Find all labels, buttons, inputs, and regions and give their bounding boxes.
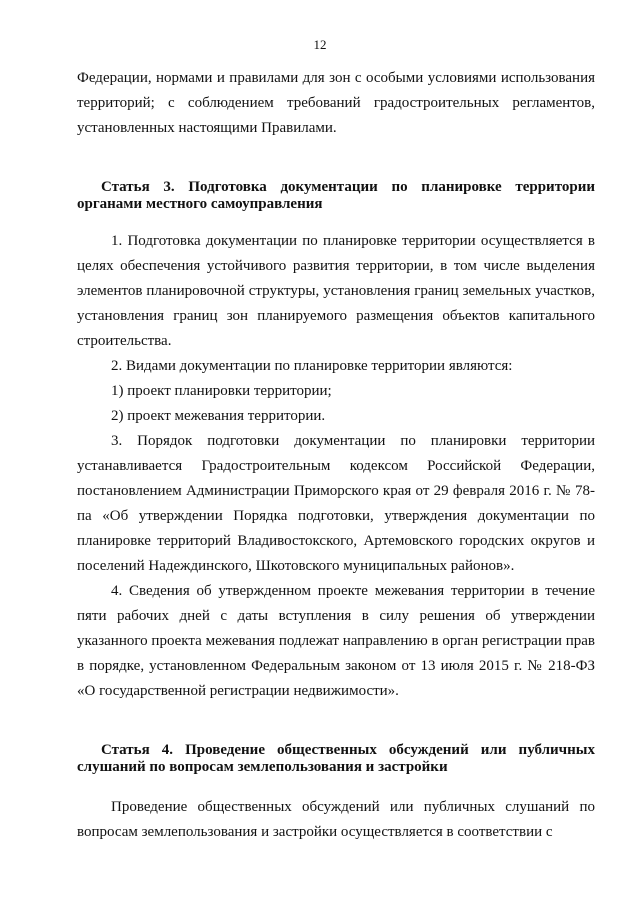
spacer bbox=[77, 776, 595, 795]
article-3-list-item-1: 1) проект планировки территории; bbox=[111, 383, 332, 399]
intro-paragraph: Федерации, нормами и правилами для зон с особыми условиями использования территорий; с соблюдением требований градостроительных регламентов, установленных настоящими Правилами. bbox=[77, 70, 595, 136]
document-body bbox=[77, 66, 595, 845]
article-3-paragraph-1: 1. Подготовка документации по планировке территории осуществляется в целях обеспечения устойчивого развития территории, в том числе выделения элементов планировочной структуры, установления границ земельных участков, установления границ зон планируемого размещения объектов капитального строительства. bbox=[77, 233, 595, 349]
article-3-paragraph-4: 4. Сведения об утвержденном проекте межевания территории в течение пяти рабочих дней с даты вступления в силу решения об утверждении указанного проекта межевания подлежат направлению в орган регистрации прав в порядке, установленном Федеральным законом от 13 июля 2015 г. № 218-ФЗ «О государственной регистрации недвижимости». bbox=[77, 583, 595, 699]
article-3-paragraph-3: 3. Порядок подготовки документации по планировки территории устанавливается Градостроительным кодексом Российской Федерации, постановлением Администрации Приморского края от 29 февраля 2016 г. № 78-па «Об утверждении Порядка подготовки, утверждения документации по планировке территорий Владивостокского, Артемовского городских округов и поселений Надеждинского, Шкотовского муниципальных районов». bbox=[77, 433, 595, 574]
spacer bbox=[77, 213, 595, 229]
article-3-heading: Статья 3. Подготовка документации по планировке территории органами местного самоуправления bbox=[77, 179, 595, 212]
article-4-heading: Статья 4. Проведение общественных обсуждений или публичных слушаний по вопросам землепользования и застройки bbox=[77, 742, 595, 775]
article-3-paragraph-2: 2. Видами документации по планировке территории являются: bbox=[111, 358, 513, 374]
spacer bbox=[77, 704, 595, 742]
page-number: 12 bbox=[313, 37, 327, 52]
spacer bbox=[77, 141, 595, 179]
article-4-paragraph-1: Проведение общественных обсуждений или публичных слушаний по вопросам землепользования и застройки осуществляется в соответствии с bbox=[77, 799, 595, 840]
article-3-list-item-2: 2) проект межевания территории. bbox=[111, 408, 326, 424]
